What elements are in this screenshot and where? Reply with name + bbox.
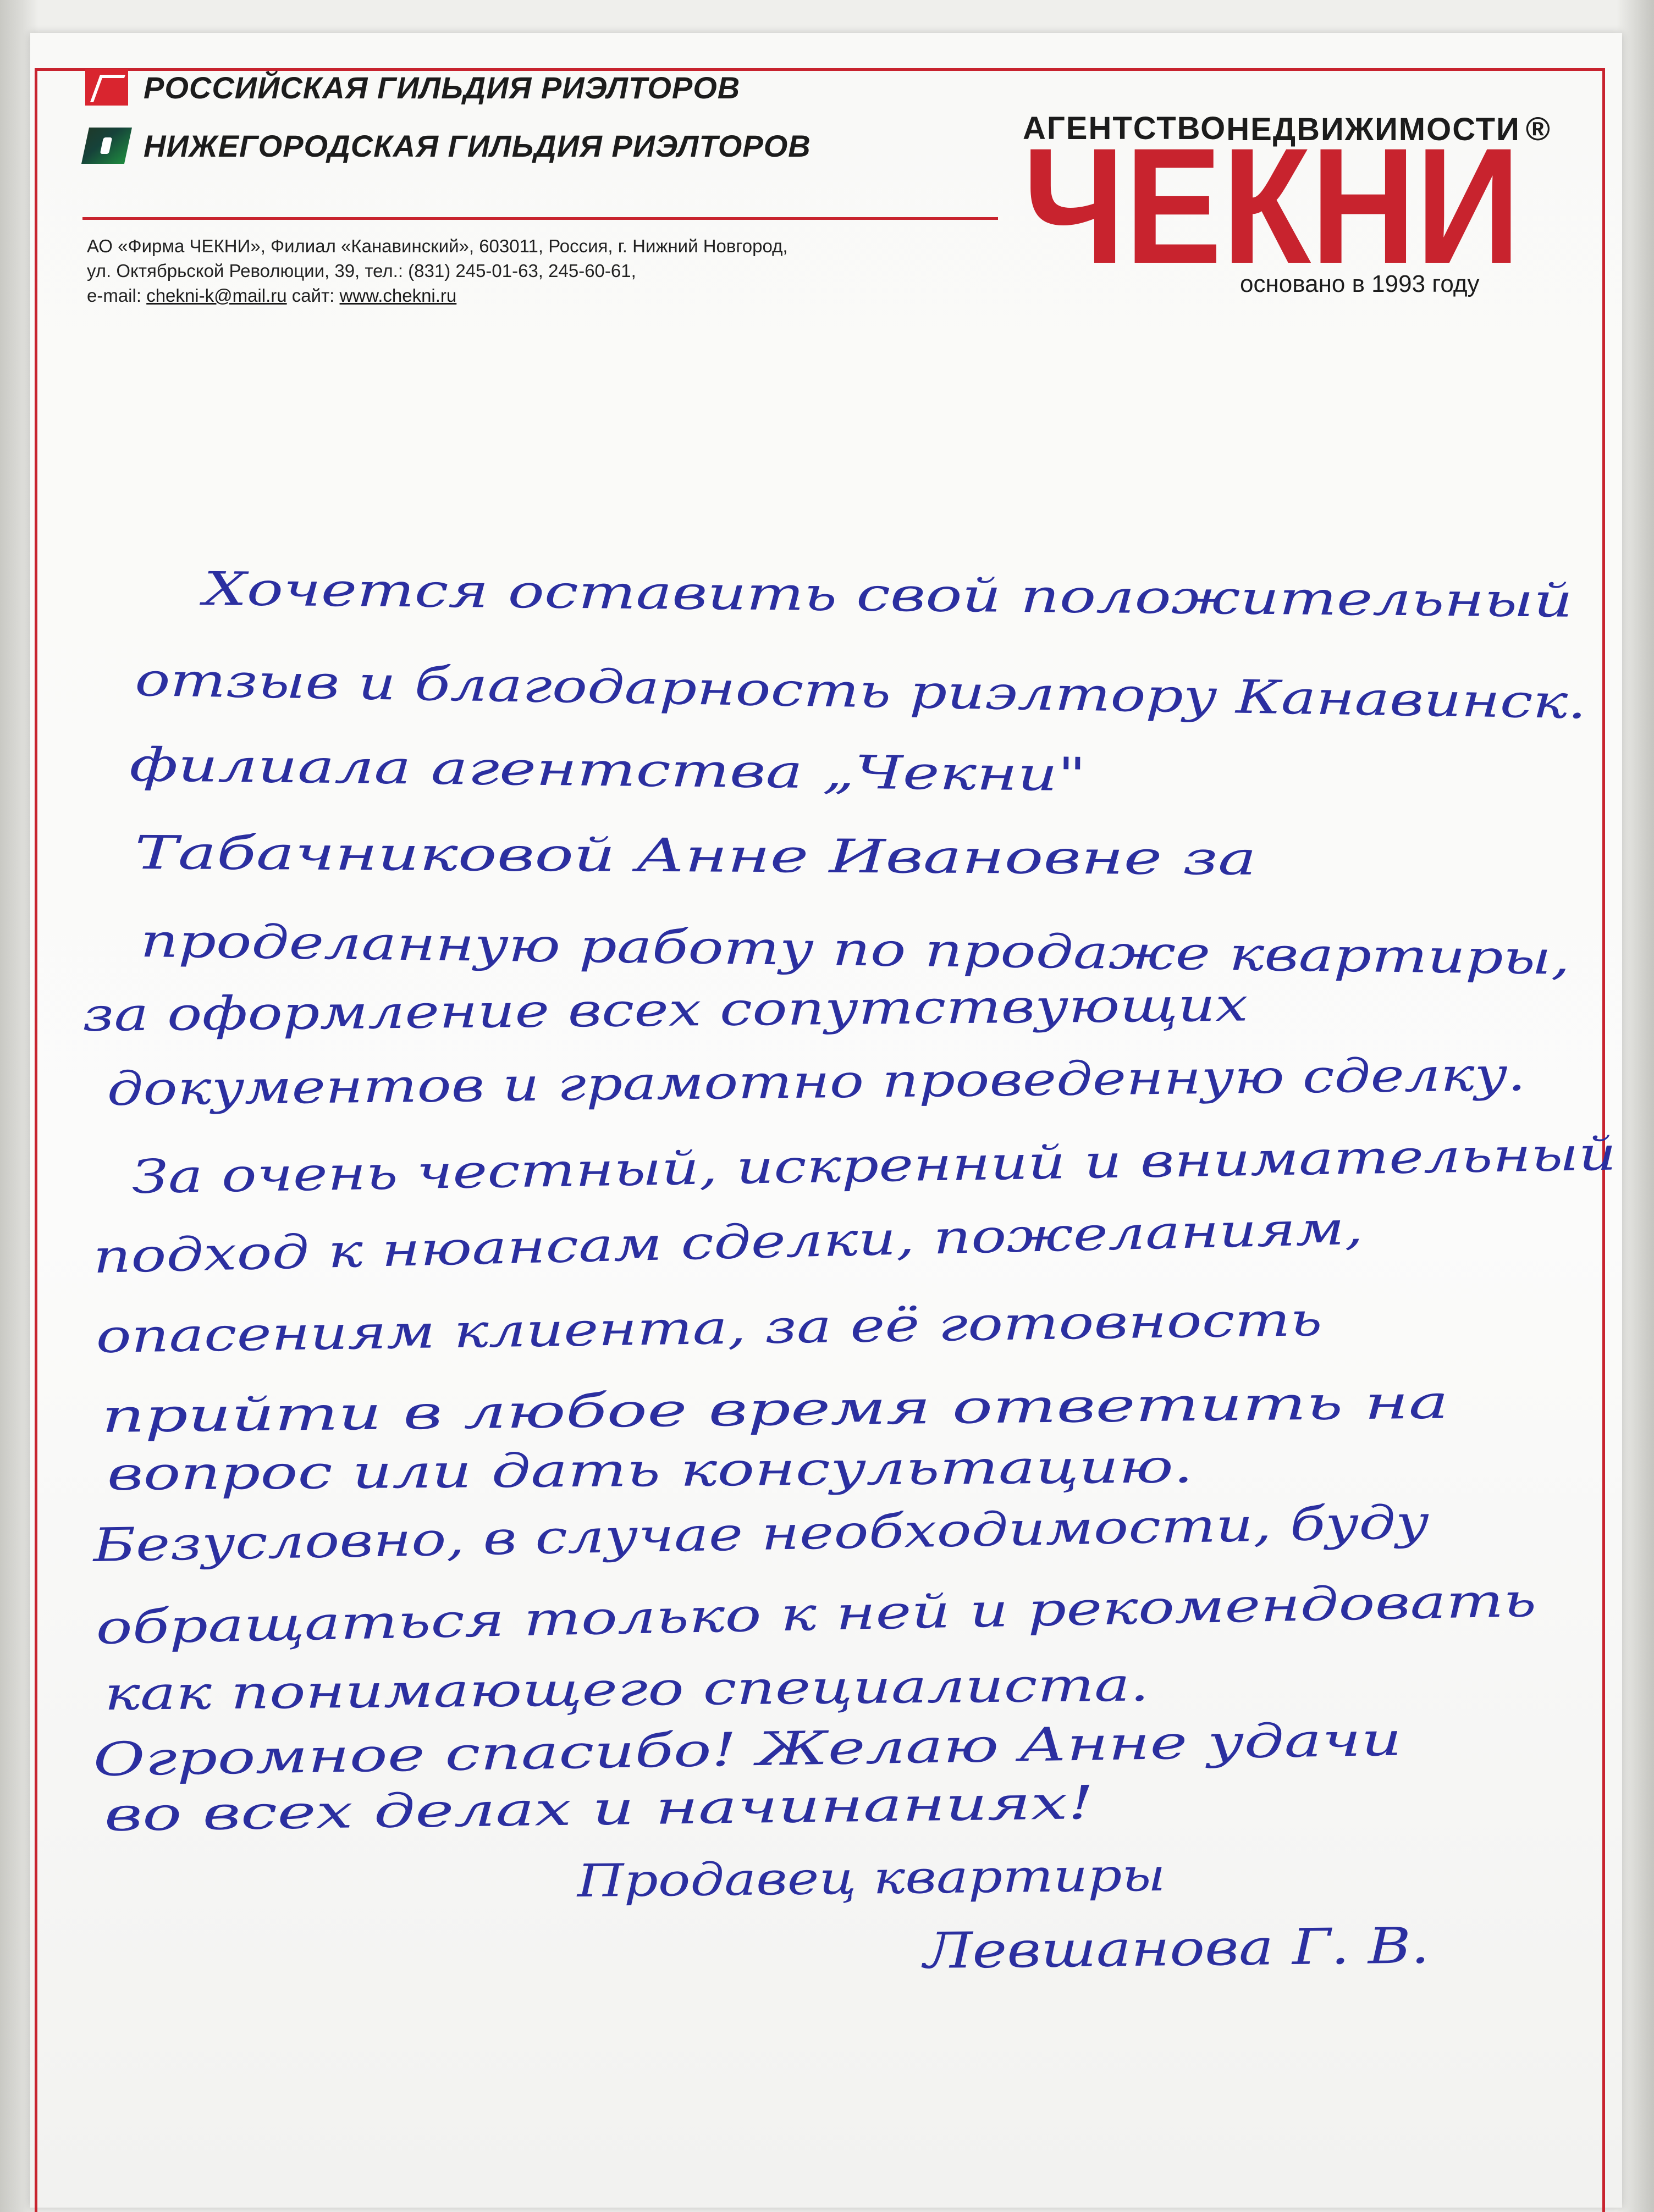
letter-line: обращаться только к ней и рекомендовать [95, 1579, 1198, 1655]
letter-line: Огромное спасибо! Желаю Анне удачи [92, 1717, 1050, 1787]
address-line-2: ул. Октябрьской Революции, 39, тел.: (831) 245-01-63, 245-60-61, [87, 261, 636, 281]
site-label: сайт: [291, 285, 335, 306]
founded-caption: основано в 1993 году [1240, 270, 1480, 297]
letter-line: Табачниковой Анне Ивановне за [134, 826, 935, 884]
guild-russia-name: РОССИЙСКАЯ ГИЛЬДИЯ РИЭЛТОРОВ [144, 70, 741, 105]
letter-line: за оформление всех сопутствующих [82, 980, 1010, 1042]
letter-line: как понимающего специалиста. [104, 1660, 909, 1721]
signature-role: Продавец квартиры [577, 1850, 1073, 1907]
site-link[interactable]: www.chekni.ru [339, 285, 457, 306]
registered-mark: ® [1525, 110, 1551, 147]
letter-line: подход к нюансам сделки, пожеланиям, [92, 1207, 1093, 1284]
agency-word-1: АГЕНТСТВО [1023, 110, 1227, 146]
letter-line: отзыв и благодарность риэлтору Канавинск. [134, 652, 1280, 725]
brand-wordmark: ЧЕКНИ [1023, 137, 1520, 298]
email-link[interactable]: chekni-k@mail.ru [146, 285, 287, 306]
letter-line: документов и грамотно проведенную сделку. [107, 1050, 1258, 1116]
agency-word-2: НЕДВИЖИМОСТИ [1226, 112, 1520, 147]
signature-name: Левшанова Г. В. [923, 1917, 1353, 1980]
letter-line: проделанную работу по продаже квартиры, [140, 914, 1261, 981]
letter-body [82, 562, 1617, 1842]
letter-line: опасениям клиента, за её готовность [95, 1296, 1063, 1363]
letter-line: Хочется оставить свой положительный [203, 562, 1247, 625]
guild-nn-name: НИЖЕГОРОДСКАЯ ГИЛЬДИЯ РИЭЛТОРОВ [144, 128, 811, 163]
letter-line: филиала агентства „Чекни" [129, 738, 841, 799]
address-line-1: АО «Фирма ЧЕКНИ», Филиал «Канавинский», 603011, Россия, г. Нижний Новгород, [87, 236, 788, 256]
letter-line: За очень честный, искренний и внимательный [131, 1131, 1306, 1204]
email-label: e-mail: [87, 285, 142, 306]
letter-line: во всех делах и начинаниях! [104, 1779, 803, 1842]
letter-line: прийти в любое время ответить на [101, 1379, 1027, 1443]
letter-line: Безусловно, в случае необходимости, буду [92, 1500, 1159, 1572]
letter-line: вопрос или дать консультацию. [107, 1441, 916, 1501]
